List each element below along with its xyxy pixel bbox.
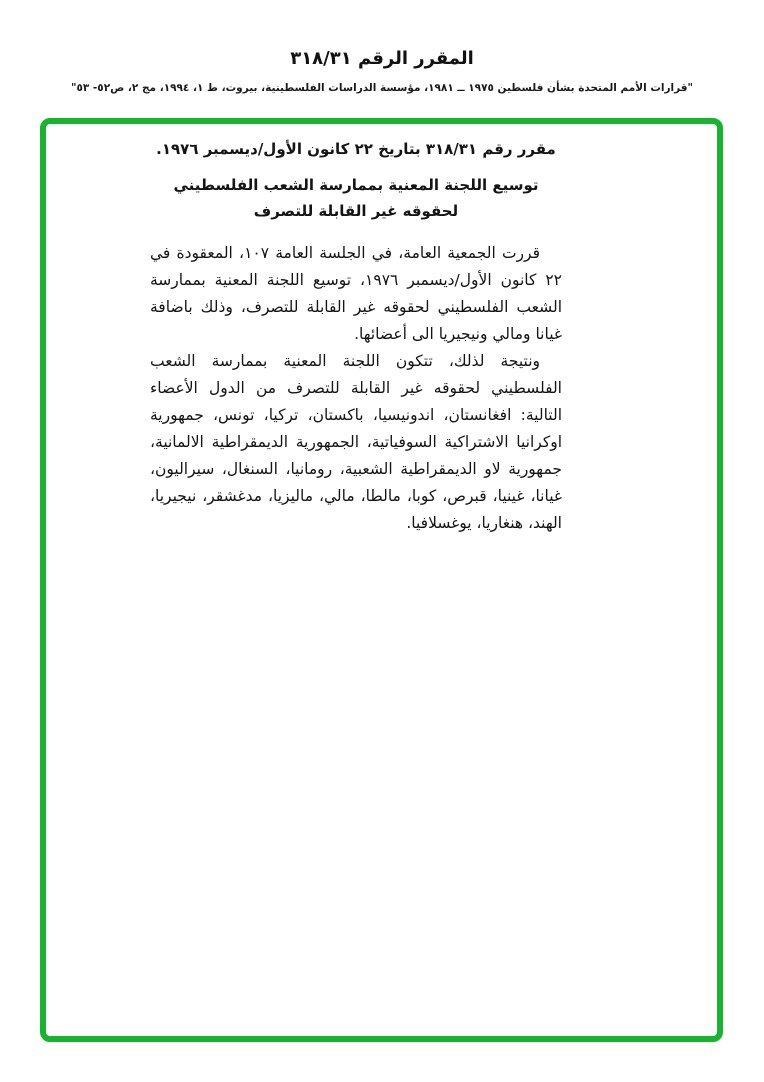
decision-subheading-line1: توسيع اللجنة المعنية بممارسة الشعب الفلسطيني [173, 176, 539, 194]
decision-heading: مقرر رقم ٣١٨/٣١ بتاريخ ٢٢ كانون الأول/ديسمبر ١٩٧٦. [156, 140, 556, 158]
decision-subheading-line2: لحقوقه غير القابلة للتصرف [253, 202, 459, 220]
body-paragraph-2: ونتيجة لذلك، تتكون اللجنة المعنية بممارسة الشعب الفلسطيني لحقوقه غير القابلة للتصرف من الدول الأعضاء التالية: افغانستان، اندونيسيا، باكستان، تركيا، تونس، جمهورية اوكرانيا الاشتراكية السوفياتية، الجمهورية الديمقراطية الالمانية، جمهورية لاو الديمقراطية الشعبية، رومانيا، السنغال، سيراليون، غيانا، غينيا، قبرص، كوبا، مالطا، مالي، ماليزيا، مدغشقر، نيجيريا، الهند، هنغاريا، يوغسلافيا. [150, 352, 562, 532]
page-title: المقرر الرقم ٣١٨/٣١ [290, 48, 474, 69]
decision-body [150, 240, 562, 537]
document-text-column [150, 138, 562, 537]
bibliographic-source-line: "قرارات الأمم المتحدة بشأن فلسطين ١٩٧٥ ــ ١٩٨١، مؤسسة الدراسات الفلسطينية، بيروت، ط ١، ١٩٩٤، مج ٢، ص٥٢- ٥٣" [70, 82, 694, 94]
body-paragraph-1: قررت الجمعية العامة، في الجلسة العامة ١٠٧، المعقودة في ٢٢ كانون الأول/ديسمبر ١٩٧٦، توسيع اللجنة المعنية بممارسة الشعب الفلسطيني لحقوقه غير القابلة للتصرف، وذلك باضافة غيانا ومالي ونيجيريا الى أعضائها. [150, 244, 562, 343]
